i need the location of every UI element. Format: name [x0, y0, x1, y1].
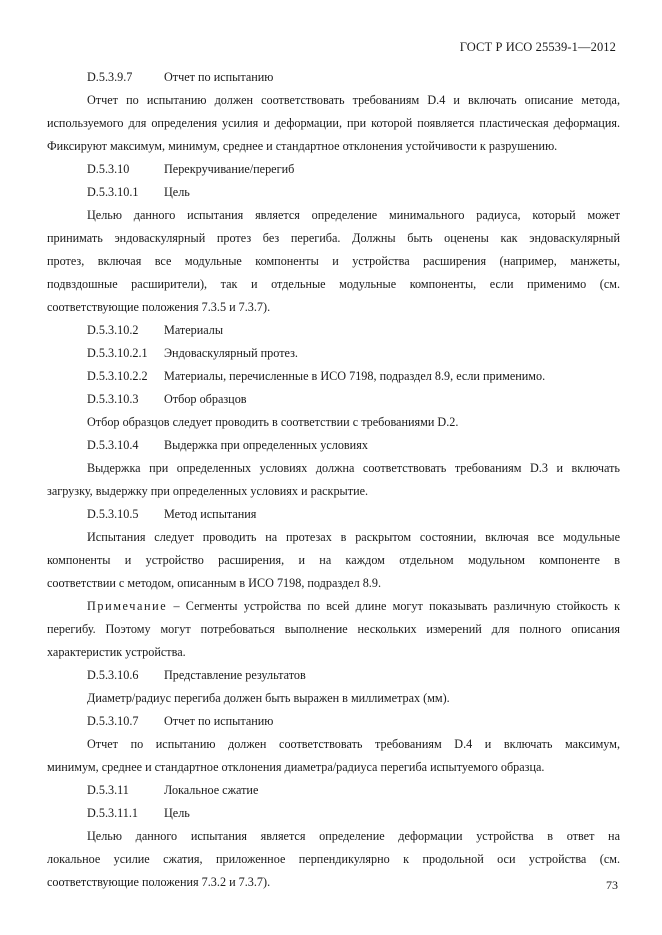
- section-heading: [47, 342, 620, 365]
- section-number: D.5.3.10.5: [87, 507, 139, 521]
- section-heading: [47, 710, 620, 733]
- section-title: Представление результатов: [164, 668, 306, 682]
- section-number: D.5.3.11.1: [87, 806, 139, 820]
- section-number: D.5.3.10.4: [87, 438, 139, 452]
- note-label: Примечание: [87, 599, 168, 613]
- section-heading: [47, 388, 620, 411]
- section-heading: [47, 66, 620, 89]
- section-heading: [47, 181, 620, 204]
- section-title: Метод испытания: [164, 507, 257, 521]
- section-heading: [47, 802, 620, 825]
- paragraph-line: загрузку, выдержку при определенных условиях и раскрытие.: [47, 484, 369, 498]
- section-number: D.5.3.10.6: [87, 668, 139, 682]
- paragraph-line: соответствующие положения 7.3.5 и 7.3.7).: [47, 300, 271, 314]
- section-number: D.5.3.10.2.2: [87, 369, 148, 383]
- section-title: Эндоваскулярный протез.: [164, 346, 298, 360]
- section-title: Перекручивание/перегиб: [164, 162, 295, 176]
- page-number: 73: [606, 878, 618, 892]
- paragraph-line: Выдержка при определенных условиях должна соответствовать требованиям D.3 и включать: [87, 461, 620, 475]
- section-heading: [47, 434, 620, 457]
- paragraph-line: Отчет по испытанию должен соответствовать требованиям D.4 и включать максимум,: [87, 737, 620, 751]
- paragraph-line: Испытания следует проводить на протезах в раскрытом состоянии, включая все модульные: [87, 530, 620, 544]
- section-number: D.5.3.10: [87, 162, 130, 176]
- section-heading: [47, 319, 620, 342]
- note-line: [47, 595, 620, 618]
- standard-header: ГОСТ Р ИСО 25539-1—2012: [459, 40, 616, 54]
- paragraph-line: протез, включая все модульные компоненты и устройства расширения (например, манжеты,: [47, 254, 620, 268]
- section-title: Отбор образцов: [164, 392, 247, 406]
- section-title: Отчет по испытанию: [164, 714, 274, 728]
- section-number: D.5.3.9.7: [87, 70, 133, 84]
- paragraph-line: используемого для определения усилия и деформации, при которой появляется пластическая деформация.: [47, 116, 620, 130]
- section-heading: [47, 779, 620, 802]
- section-title: Цель: [164, 806, 190, 820]
- section-number: D.5.3.10.2: [87, 323, 139, 337]
- paragraph-line: Целью данного испытания является определение деформации устройства в ответ на: [87, 829, 620, 843]
- section-heading: [47, 503, 620, 526]
- section-heading: [47, 664, 620, 687]
- paragraph-line: подвздошные расширители), так и отдельные модульные компоненты, если применимо (см.: [47, 277, 620, 291]
- paragraph-line: компоненты и устройство расширения, и на каждом отдельном модульном компоненте в: [47, 553, 620, 567]
- section-number: D.5.3.10.2.1: [87, 346, 148, 360]
- section-number: D.5.3.10.3: [87, 392, 139, 406]
- paragraph-line: Фиксируют максимум, минимум, среднее и стандартное отклонения устойчивости к разрушению.: [47, 139, 558, 153]
- section-title: Цель: [164, 185, 190, 199]
- section-title: Локальное сжатие: [164, 783, 259, 797]
- section-number: D.5.3.11: [87, 783, 129, 797]
- document-body: [47, 66, 620, 894]
- section-title: Отчет по испытанию: [164, 70, 274, 84]
- section-title: Выдержка при определенных условиях: [164, 438, 368, 452]
- section-heading: [47, 365, 620, 388]
- note-line: характеристик устройства.: [47, 645, 186, 659]
- paragraph-line: Целью данного испытания является определение минимального радиуса, который может: [87, 208, 620, 222]
- section-title: Материалы, перечисленные в ИСО 7198, подраздел 8.9, если применимо.: [164, 369, 546, 383]
- section-title: Материалы: [164, 323, 224, 337]
- paragraph-line: Отбор образцов следует проводить в соответствии с требованиями D.2.: [87, 415, 459, 429]
- paragraph-line: минимум, среднее и стандартное отклонения диаметра/радиуса перегиба испытуемого образца.: [47, 760, 545, 774]
- paragraph-line: принимать эндоваскулярный протез без перегиба. Должны быть оценены как эндоваскулярный: [47, 231, 620, 245]
- paragraph-line: соответствии с методом, описанным в ИСО 7198, подраздел 8.9.: [47, 576, 381, 590]
- paragraph-line: соответствующие положения 7.3.2 и 7.3.7).: [47, 875, 271, 889]
- section-number: D.5.3.10.1: [87, 185, 139, 199]
- paragraph-line: Отчет по испытанию должен соответствовать требованиям D.4 и включать описание метода,: [87, 93, 620, 107]
- note-text: – Сегменты устройства по всей длине могут показывать различную стойкость к: [167, 599, 620, 613]
- section-number: D.5.3.10.7: [87, 714, 139, 728]
- paragraph-line: Диаметр/радиус перегиба должен быть выражен в миллиметрах (мм).: [87, 691, 450, 705]
- note-line: перегибу. Поэтому могут потребоваться выполнение нескольких измерений для полного описания: [47, 622, 620, 636]
- section-heading: [47, 158, 620, 181]
- paragraph-line: локальное усилие сжатия, приложенное перпендикулярно к продольной оси устройства (см.: [47, 852, 620, 866]
